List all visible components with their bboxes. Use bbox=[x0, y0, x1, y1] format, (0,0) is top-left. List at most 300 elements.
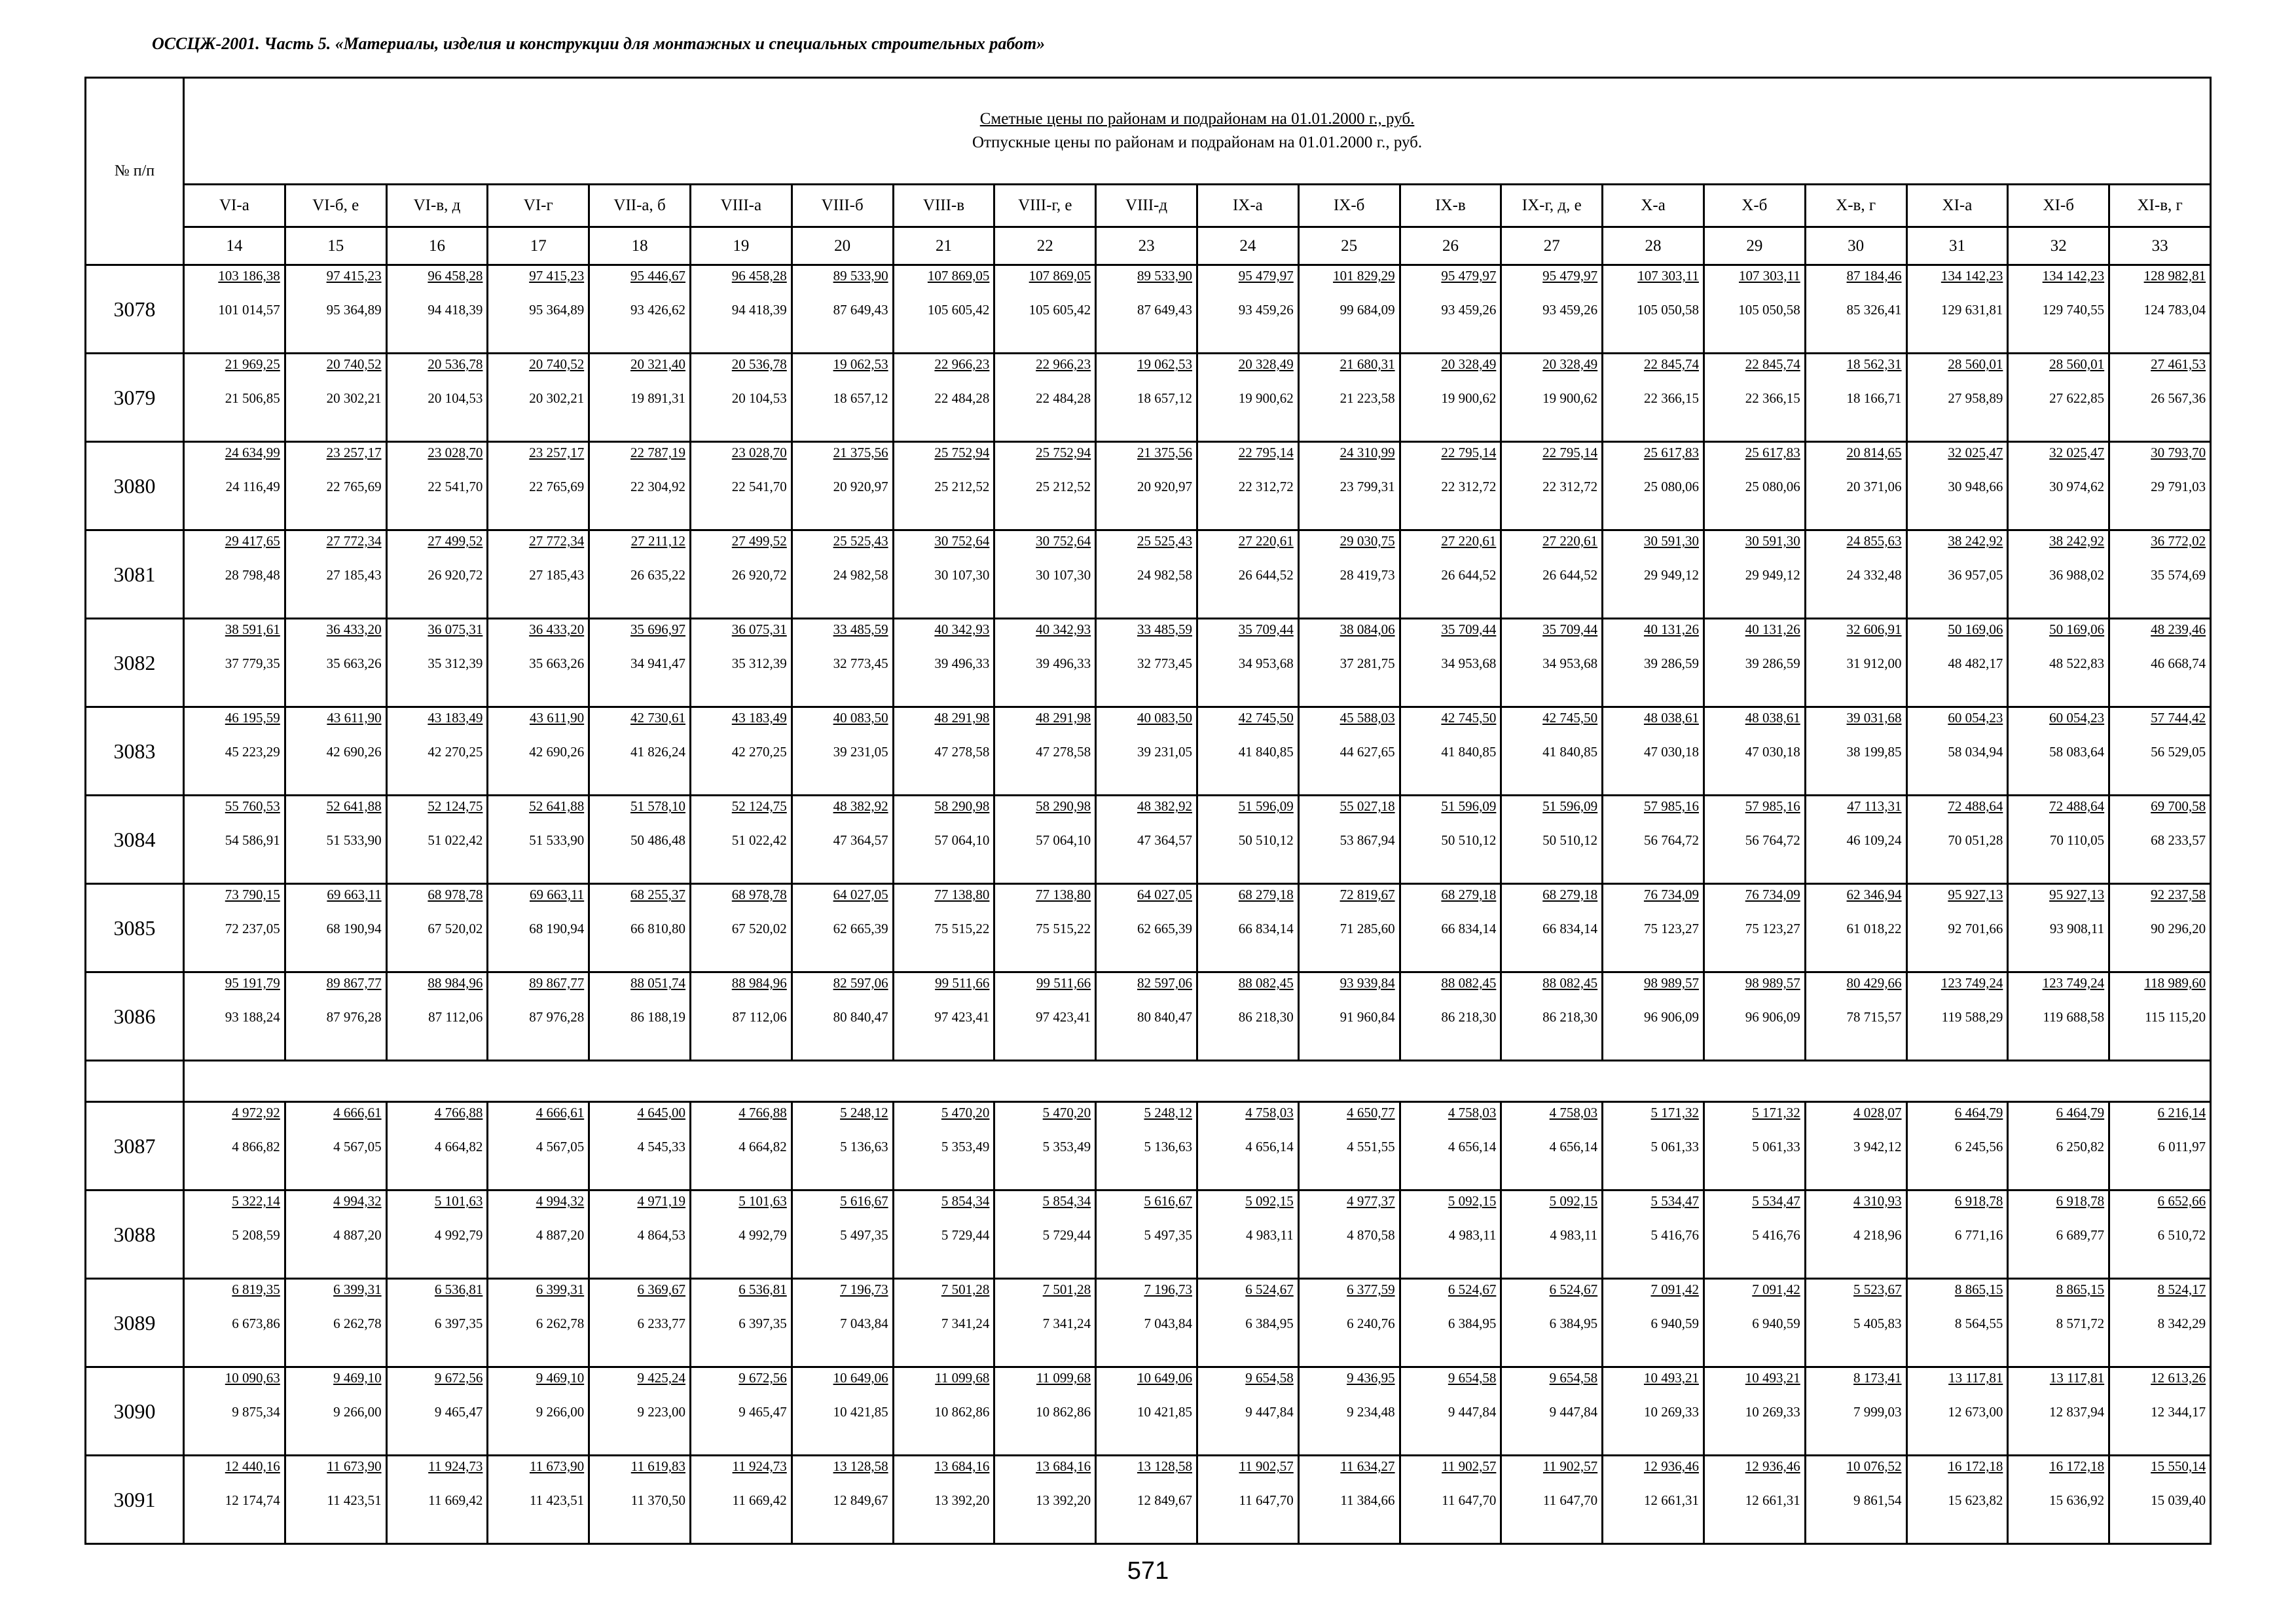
price-cell bbox=[690, 707, 792, 796]
price-cell bbox=[1501, 265, 1603, 354]
price-cell bbox=[589, 1279, 691, 1367]
smeta-price: 45 588,03 bbox=[1339, 710, 1395, 726]
otp-price: 22 484,28 bbox=[1036, 390, 1091, 406]
price-cell bbox=[1197, 1279, 1298, 1367]
smeta-price: 5 092,15 bbox=[1549, 1193, 1598, 1209]
otp-price: 5 405,83 bbox=[1853, 1316, 1902, 1331]
price-cell bbox=[386, 1456, 488, 1544]
otp-price: 12 849,67 bbox=[833, 1492, 888, 1508]
price-cell bbox=[1704, 972, 1805, 1061]
price-cell bbox=[488, 972, 589, 1061]
smeta-price: 40 342,93 bbox=[1036, 621, 1091, 637]
smeta-price: 57 985,16 bbox=[1643, 798, 1699, 814]
smeta-price: 35 709,44 bbox=[1542, 621, 1598, 637]
smeta-price: 22 966,23 bbox=[1036, 356, 1091, 372]
running-head: ОССЦЖ-2001. Часть 5. «Материалы, изделия и конструкции для монтажных и специальных строительных работ» bbox=[152, 34, 1046, 53]
smeta-price: 134 142,23 bbox=[1941, 268, 2003, 284]
price-cell bbox=[386, 884, 488, 972]
price-cell bbox=[184, 442, 285, 530]
smeta-price: 88 984,96 bbox=[428, 975, 483, 991]
smeta-price: 25 617,83 bbox=[1745, 445, 1800, 460]
price-cell bbox=[386, 1190, 488, 1279]
otp-price: 105 605,42 bbox=[1029, 302, 1091, 318]
smeta-price: 40 083,50 bbox=[1137, 710, 1192, 726]
price-cell bbox=[1501, 530, 1603, 619]
smeta-price: 11 902,57 bbox=[1239, 1458, 1294, 1474]
otp-price: 129 740,55 bbox=[2042, 302, 2105, 318]
price-cell bbox=[1906, 972, 2008, 1061]
otp-price: 68 233,57 bbox=[2151, 832, 2206, 848]
zone-header: VIII-г, е bbox=[994, 185, 1096, 227]
smeta-price: 13 117,81 bbox=[1948, 1370, 2003, 1386]
otp-price: 6 240,76 bbox=[1347, 1316, 1395, 1331]
smeta-price: 36 075,31 bbox=[731, 621, 787, 637]
smeta-price: 68 978,78 bbox=[428, 887, 483, 902]
otp-price: 39 286,59 bbox=[1745, 655, 1800, 671]
price-cell bbox=[2008, 796, 2109, 884]
price-cell bbox=[690, 619, 792, 707]
otp-price: 4 545,33 bbox=[637, 1139, 685, 1154]
smeta-price: 51 596,09 bbox=[1542, 798, 1598, 814]
smeta-price: 11 673,90 bbox=[529, 1458, 585, 1474]
price-cell bbox=[1603, 354, 1704, 442]
price-cell bbox=[1197, 619, 1298, 707]
otp-price: 18 657,12 bbox=[1137, 390, 1192, 406]
otp-price: 41 826,24 bbox=[630, 744, 685, 760]
otp-price: 4 887,20 bbox=[536, 1227, 585, 1243]
price-cell bbox=[1603, 530, 1704, 619]
column-index: 30 bbox=[1805, 227, 1906, 265]
otp-price: 26 644,52 bbox=[1542, 567, 1598, 583]
smeta-price: 18 562,31 bbox=[1846, 356, 1902, 372]
price-cell bbox=[1197, 1456, 1298, 1544]
price-cell bbox=[2109, 1456, 2211, 1544]
price-cell bbox=[792, 707, 893, 796]
otp-price: 39 231,05 bbox=[833, 744, 888, 760]
smeta-price: 47 113,31 bbox=[1847, 798, 1902, 814]
otp-price: 86 188,19 bbox=[630, 1009, 685, 1025]
smeta-price: 80 429,66 bbox=[1846, 975, 1902, 991]
smeta-price: 4 994,32 bbox=[536, 1193, 585, 1209]
smeta-price: 5 171,32 bbox=[1752, 1105, 1800, 1120]
table-row bbox=[86, 265, 2211, 354]
smeta-price: 4 310,93 bbox=[1853, 1193, 1902, 1209]
otp-price: 10 862,86 bbox=[934, 1404, 990, 1420]
zone-header: VII-а, б bbox=[589, 185, 691, 227]
row-number: 3085 bbox=[86, 884, 184, 972]
smeta-price: 4 766,88 bbox=[434, 1105, 483, 1120]
price-cell bbox=[690, 1190, 792, 1279]
price-cell bbox=[690, 354, 792, 442]
smeta-price: 20 536,78 bbox=[731, 356, 787, 372]
price-cell bbox=[1096, 354, 1197, 442]
otp-price: 93 908,11 bbox=[2049, 921, 2105, 936]
otp-price: 4 864,53 bbox=[637, 1227, 685, 1243]
smeta-price: 12 936,46 bbox=[1643, 1458, 1699, 1474]
smeta-price: 5 171,32 bbox=[1650, 1105, 1699, 1120]
smeta-price: 60 054,23 bbox=[1948, 710, 2003, 726]
zone-header: IX-г, д, е bbox=[1501, 185, 1603, 227]
price-cell bbox=[792, 530, 893, 619]
otp-price: 24 982,58 bbox=[1137, 567, 1192, 583]
smeta-price: 13 128,58 bbox=[1137, 1458, 1192, 1474]
column-index: 24 bbox=[1197, 227, 1298, 265]
smeta-price: 16 172,18 bbox=[1948, 1458, 2003, 1474]
otp-price: 70 051,28 bbox=[1948, 832, 2003, 848]
smeta-price: 48 382,92 bbox=[833, 798, 888, 814]
price-cell bbox=[1805, 972, 1906, 1061]
otp-price: 5 136,63 bbox=[840, 1139, 888, 1154]
otp-price: 20 104,53 bbox=[428, 390, 483, 406]
zone-header: XI-а bbox=[1906, 185, 2008, 227]
table-row bbox=[86, 1190, 2211, 1279]
smeta-price: 9 654,58 bbox=[1245, 1370, 1294, 1386]
otp-price: 56 764,72 bbox=[1643, 832, 1699, 848]
otp-price: 10 421,85 bbox=[1137, 1404, 1192, 1420]
price-cell bbox=[690, 530, 792, 619]
zone-header: VI-б, е bbox=[285, 185, 386, 227]
column-index: 21 bbox=[893, 227, 994, 265]
otp-price: 19 891,31 bbox=[630, 390, 685, 406]
otp-price: 68 190,94 bbox=[529, 921, 585, 936]
price-cell bbox=[184, 1367, 285, 1456]
price-cell bbox=[285, 442, 386, 530]
price-cell bbox=[184, 265, 285, 354]
smeta-price: 6 464,79 bbox=[2056, 1105, 2105, 1120]
otp-price: 26 644,52 bbox=[1238, 567, 1294, 583]
price-cell bbox=[893, 1456, 994, 1544]
price-cell bbox=[994, 1367, 1096, 1456]
smeta-price: 5 101,63 bbox=[434, 1193, 483, 1209]
smeta-price: 20 814,65 bbox=[1846, 445, 1902, 460]
price-cell bbox=[2008, 1102, 2109, 1190]
otp-price: 12 661,31 bbox=[1643, 1492, 1699, 1508]
smeta-price: 6 918,78 bbox=[2056, 1193, 2105, 1209]
smeta-price: 7 501,28 bbox=[1042, 1282, 1091, 1297]
smeta-price: 93 939,84 bbox=[1339, 975, 1395, 991]
otp-price: 5 497,35 bbox=[840, 1227, 888, 1243]
price-cell bbox=[1603, 1367, 1704, 1456]
price-cell bbox=[2008, 707, 2109, 796]
smeta-price: 48 382,92 bbox=[1137, 798, 1192, 814]
otp-price: 46 109,24 bbox=[1846, 832, 1902, 848]
table-row bbox=[86, 972, 2211, 1061]
column-index: 17 bbox=[488, 227, 589, 265]
price-cell bbox=[1501, 442, 1603, 530]
price-cell bbox=[792, 1367, 893, 1456]
otp-price: 11 370,50 bbox=[630, 1492, 685, 1508]
zone-header: VI-в, д bbox=[386, 185, 488, 227]
otp-price: 21 506,85 bbox=[225, 390, 280, 406]
price-cell bbox=[1603, 1102, 1704, 1190]
otp-price: 26 567,36 bbox=[2151, 390, 2206, 406]
otp-price: 68 190,94 bbox=[326, 921, 382, 936]
header-price-titles bbox=[184, 78, 2211, 185]
smeta-price: 7 091,42 bbox=[1752, 1282, 1800, 1297]
otp-price: 94 418,39 bbox=[731, 302, 787, 318]
otp-price: 11 647,70 bbox=[1542, 1492, 1598, 1508]
price-cell bbox=[1096, 619, 1197, 707]
smeta-price: 38 591,61 bbox=[225, 621, 280, 637]
otp-price: 9 875,34 bbox=[232, 1404, 280, 1420]
otp-price: 18 657,12 bbox=[833, 390, 888, 406]
price-cell bbox=[1197, 265, 1298, 354]
price-cell bbox=[792, 265, 893, 354]
smeta-price: 5 534,47 bbox=[1650, 1193, 1699, 1209]
price-cell bbox=[1298, 619, 1400, 707]
smeta-price: 58 290,98 bbox=[934, 798, 990, 814]
otp-price: 9 465,47 bbox=[738, 1404, 787, 1420]
price-cell bbox=[184, 530, 285, 619]
price-cell bbox=[893, 530, 994, 619]
zone-header: IX-а bbox=[1197, 185, 1298, 227]
smeta-price: 6 524,67 bbox=[1448, 1282, 1497, 1297]
zone-header: VIII-в bbox=[893, 185, 994, 227]
price-cell bbox=[589, 707, 691, 796]
otp-price: 86 218,30 bbox=[1542, 1009, 1598, 1025]
smeta-price: 51 596,09 bbox=[1238, 798, 1294, 814]
otp-price: 66 810,80 bbox=[630, 921, 685, 936]
otp-price: 47 030,18 bbox=[1643, 744, 1699, 760]
price-cell bbox=[893, 1279, 994, 1367]
otp-price: 5 208,59 bbox=[232, 1227, 280, 1243]
smeta-price: 5 854,34 bbox=[941, 1193, 990, 1209]
price-cell bbox=[1400, 530, 1501, 619]
otp-price: 9 447,84 bbox=[1245, 1404, 1294, 1420]
otp-price: 30 107,30 bbox=[934, 567, 990, 583]
price-cell bbox=[285, 884, 386, 972]
otp-price: 7 999,03 bbox=[1853, 1404, 1902, 1420]
column-index: 33 bbox=[2109, 227, 2211, 265]
smeta-price: 20 740,52 bbox=[326, 356, 382, 372]
otp-price: 22 765,69 bbox=[326, 479, 382, 494]
smeta-price: 22 795,14 bbox=[1441, 445, 1497, 460]
otp-price: 61 018,22 bbox=[1846, 921, 1902, 936]
price-cell bbox=[1906, 1279, 2008, 1367]
price-cell bbox=[1197, 530, 1298, 619]
smeta-price: 51 578,10 bbox=[630, 798, 685, 814]
price-cell bbox=[1906, 884, 2008, 972]
price-cell bbox=[994, 884, 1096, 972]
otp-price: 47 278,58 bbox=[1036, 744, 1091, 760]
price-cell bbox=[1805, 354, 1906, 442]
column-index: 25 bbox=[1298, 227, 1400, 265]
price-cell bbox=[386, 1367, 488, 1456]
column-index: 31 bbox=[1906, 227, 2008, 265]
otp-price: 4 567,05 bbox=[333, 1139, 382, 1154]
otp-price: 4 551,55 bbox=[1347, 1139, 1395, 1154]
smeta-price: 12 936,46 bbox=[1745, 1458, 1800, 1474]
smeta-price: 88 082,45 bbox=[1542, 975, 1598, 991]
price-cell bbox=[1298, 354, 1400, 442]
otp-price: 20 302,21 bbox=[326, 390, 382, 406]
otp-price: 11 384,66 bbox=[1340, 1492, 1395, 1508]
table-row bbox=[86, 796, 2211, 884]
column-index: 28 bbox=[1603, 227, 1704, 265]
otp-price: 50 510,12 bbox=[1542, 832, 1598, 848]
otp-price: 97 423,41 bbox=[1036, 1009, 1091, 1025]
smeta-price: 88 082,45 bbox=[1238, 975, 1294, 991]
smeta-price: 95 446,67 bbox=[630, 268, 685, 284]
price-cell bbox=[285, 619, 386, 707]
otp-price: 26 635,22 bbox=[630, 567, 685, 583]
price-cell bbox=[2109, 1102, 2211, 1190]
smeta-price: 9 469,10 bbox=[536, 1370, 585, 1386]
column-index: 19 bbox=[690, 227, 792, 265]
otp-price: 50 510,12 bbox=[1238, 832, 1294, 848]
price-cell bbox=[2109, 1190, 2211, 1279]
smeta-price: 22 845,74 bbox=[1643, 356, 1699, 372]
price-cell bbox=[1400, 1102, 1501, 1190]
smeta-price: 35 709,44 bbox=[1441, 621, 1497, 637]
row-number: 3090 bbox=[86, 1367, 184, 1456]
price-cell bbox=[1197, 972, 1298, 1061]
otp-price: 31 912,00 bbox=[1846, 655, 1902, 671]
price-table bbox=[84, 77, 2212, 1545]
smeta-price: 5 248,12 bbox=[1144, 1105, 1192, 1120]
otp-price: 66 834,14 bbox=[1542, 921, 1598, 936]
otp-price: 9 861,54 bbox=[1853, 1492, 1902, 1508]
otp-price: 5 353,49 bbox=[1042, 1139, 1091, 1154]
otp-price: 20 920,97 bbox=[1137, 479, 1192, 494]
otp-price: 4 866,82 bbox=[232, 1139, 280, 1154]
price-cell bbox=[1501, 884, 1603, 972]
smeta-price: 9 672,56 bbox=[434, 1370, 483, 1386]
price-cell bbox=[690, 972, 792, 1061]
smeta-price: 10 090,63 bbox=[225, 1370, 280, 1386]
otp-price: 24 982,58 bbox=[833, 567, 888, 583]
smeta-price: 64 027,05 bbox=[833, 887, 888, 902]
smeta-price: 8 865,15 bbox=[2056, 1282, 2105, 1297]
otp-price: 8 342,29 bbox=[2157, 1316, 2206, 1331]
otp-price: 42 270,25 bbox=[428, 744, 483, 760]
smeta-price: 4 028,07 bbox=[1853, 1105, 1902, 1120]
smeta-price: 6 464,79 bbox=[1954, 1105, 2003, 1120]
smeta-price: 25 752,94 bbox=[934, 445, 990, 460]
price-cell bbox=[1298, 1102, 1400, 1190]
price-cell bbox=[690, 796, 792, 884]
otp-price: 32 773,45 bbox=[1137, 655, 1192, 671]
price-cell bbox=[1298, 796, 1400, 884]
otp-price: 93 459,26 bbox=[1441, 302, 1497, 318]
smeta-price: 50 169,06 bbox=[2049, 621, 2105, 637]
smeta-price: 68 279,18 bbox=[1441, 887, 1497, 902]
otp-price: 22 304,92 bbox=[630, 479, 685, 494]
otp-price: 87 112,06 bbox=[732, 1009, 787, 1025]
price-cell bbox=[1501, 796, 1603, 884]
table-row bbox=[86, 354, 2211, 442]
otp-price: 24 116,49 bbox=[225, 479, 280, 494]
smeta-price: 10 493,21 bbox=[1745, 1370, 1800, 1386]
header-num-label: № п/п bbox=[86, 78, 184, 265]
row-number: 3086 bbox=[86, 972, 184, 1061]
price-cell bbox=[1805, 796, 1906, 884]
otp-price: 6 384,95 bbox=[1549, 1316, 1598, 1331]
smeta-price: 88 051,74 bbox=[630, 975, 685, 991]
price-cell bbox=[2008, 619, 2109, 707]
price-cell bbox=[792, 1190, 893, 1279]
price-cell bbox=[2109, 442, 2211, 530]
smeta-price: 22 787,19 bbox=[630, 445, 685, 460]
smeta-price: 95 479,97 bbox=[1238, 268, 1294, 284]
otp-price: 38 199,85 bbox=[1846, 744, 1902, 760]
price-cell bbox=[994, 1102, 1096, 1190]
otp-price: 26 644,52 bbox=[1441, 567, 1497, 583]
smeta-price: 60 054,23 bbox=[2049, 710, 2105, 726]
price-cell bbox=[589, 1190, 691, 1279]
otp-price: 6 233,77 bbox=[637, 1316, 685, 1331]
price-cell bbox=[1805, 1190, 1906, 1279]
otp-price: 41 840,85 bbox=[1441, 744, 1497, 760]
price-cell bbox=[1906, 707, 2008, 796]
price-cell bbox=[1704, 1102, 1805, 1190]
smeta-price: 51 596,09 bbox=[1441, 798, 1497, 814]
price-cell bbox=[488, 442, 589, 530]
smeta-price: 25 617,83 bbox=[1643, 445, 1699, 460]
price-cell bbox=[1603, 796, 1704, 884]
smeta-price: 69 663,11 bbox=[327, 887, 382, 902]
otp-price: 39 496,33 bbox=[1036, 655, 1091, 671]
smeta-price: 8 173,41 bbox=[1853, 1370, 1902, 1386]
otp-price: 41 840,85 bbox=[1238, 744, 1294, 760]
price-cell bbox=[893, 884, 994, 972]
otp-price: 36 988,02 bbox=[2049, 567, 2105, 583]
price-cell bbox=[488, 1190, 589, 1279]
zone-header: VIII-д bbox=[1096, 185, 1197, 227]
price-cell bbox=[386, 707, 488, 796]
otp-price: 56 764,72 bbox=[1745, 832, 1800, 848]
table-row bbox=[86, 530, 2211, 619]
otp-price: 6 262,78 bbox=[333, 1316, 382, 1331]
price-cell bbox=[1298, 530, 1400, 619]
smeta-price: 24 855,63 bbox=[1846, 533, 1902, 549]
price-cell bbox=[893, 354, 994, 442]
smeta-price: 88 984,96 bbox=[731, 975, 787, 991]
smeta-price: 72 488,64 bbox=[2049, 798, 2105, 814]
smeta-price: 97 415,23 bbox=[529, 268, 585, 284]
price-cell bbox=[792, 354, 893, 442]
price-cell bbox=[1197, 1102, 1298, 1190]
price-cell bbox=[2008, 1367, 2109, 1456]
otp-price: 105 050,58 bbox=[1738, 302, 1800, 318]
price-cell bbox=[1704, 619, 1805, 707]
price-cell bbox=[1096, 796, 1197, 884]
smeta-price: 9 654,58 bbox=[1448, 1370, 1497, 1386]
price-cell bbox=[994, 354, 1096, 442]
otp-price: 32 773,45 bbox=[833, 655, 888, 671]
price-cell bbox=[285, 972, 386, 1061]
otp-price: 36 957,05 bbox=[1948, 567, 2003, 583]
otp-price: 35 663,26 bbox=[529, 655, 585, 671]
smeta-price: 33 485,59 bbox=[833, 621, 888, 637]
otp-price: 39 496,33 bbox=[934, 655, 990, 671]
table-row bbox=[86, 1102, 2211, 1190]
otp-price: 58 034,94 bbox=[1948, 744, 2003, 760]
price-cell bbox=[2109, 354, 2211, 442]
price-cell bbox=[994, 265, 1096, 354]
otp-price: 71 285,60 bbox=[1339, 921, 1395, 936]
otp-price: 80 840,47 bbox=[1137, 1009, 1192, 1025]
smeta-price: 27 220,61 bbox=[1238, 533, 1294, 549]
row-number: 3081 bbox=[86, 530, 184, 619]
otp-price: 7 043,84 bbox=[840, 1316, 888, 1331]
smeta-price: 22 845,74 bbox=[1745, 356, 1800, 372]
otp-price: 72 237,05 bbox=[225, 921, 280, 936]
zone-header: XI-б bbox=[2008, 185, 2109, 227]
smeta-price: 6 399,31 bbox=[536, 1282, 585, 1297]
price-cell bbox=[2109, 1279, 2211, 1367]
otp-price: 25 080,06 bbox=[1745, 479, 1800, 494]
